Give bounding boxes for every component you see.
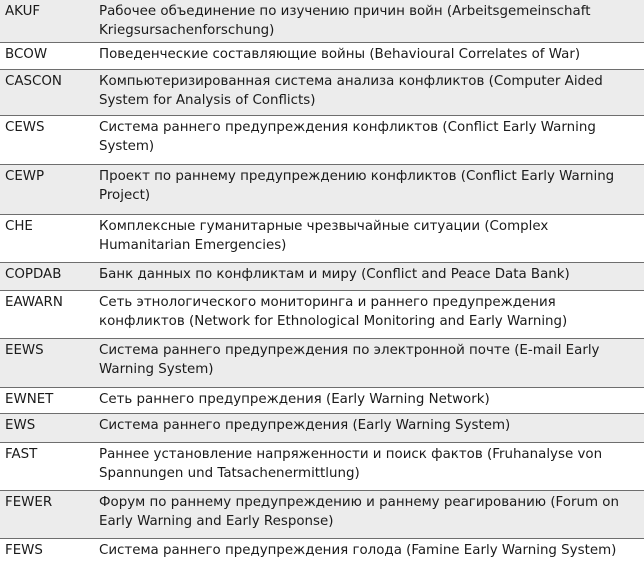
- abbreviation-cell: CEWP: [5, 169, 45, 184]
- definition-cell: Сеть раннего предупреждения (Early Warning Network): [99, 392, 490, 407]
- definition-cell: Форум по раннему предупреждению и раннему реагированию (Forum on Early Warning and Early Response): [99, 495, 619, 529]
- definition-cell: Поведенческие составляющие войны (Behavioural Correlates of War): [99, 47, 581, 62]
- definition-cell: Система раннего предупреждения (Early Warning System): [99, 418, 511, 433]
- abbreviation-cell: FEWS: [5, 543, 43, 558]
- table-row: [0, 70, 644, 116]
- table-row: [0, 165, 644, 215]
- definition-cell: Система раннего предупреждения конфликтов (Conflict Early Warning System): [99, 120, 596, 154]
- table-row: [0, 539, 644, 567]
- table-row: [0, 116, 644, 165]
- abbreviation-cell: EWS: [5, 418, 36, 433]
- table-row: [0, 0, 644, 43]
- definition-cell: Система раннего предупреждения по электронной почте (E-mail Early Warning System): [99, 343, 600, 377]
- abbreviation-cell: EAWARN: [5, 295, 63, 310]
- table-row: [0, 263, 644, 291]
- table-row: [0, 443, 644, 491]
- abbreviation-cell: FAST: [5, 447, 38, 462]
- definition-cell: Система раннего предупреждения голода (Famine Early Warning System): [99, 543, 617, 558]
- table-row: [0, 491, 644, 539]
- table-row: [0, 339, 644, 388]
- abbreviation-cell: CASCON: [5, 74, 62, 89]
- table-row: [0, 414, 644, 443]
- abbreviation-cell: EEWS: [5, 343, 44, 358]
- abbreviation-cell: CHE: [5, 219, 33, 234]
- definition-cell: Комплексные гуманитарные чрезвычайные ситуации (Complex Humanitarian Emergencies): [99, 219, 549, 253]
- abbreviation-cell: BCOW: [5, 47, 48, 62]
- definition-cell: Рабочее объединение по изучению причин войн (Arbeitsgemeinschaft Kriegsursachenforschung): [99, 4, 591, 38]
- definition-cell: Проект по раннему предупреждению конфликтов (Conflict Early Warning Project): [99, 169, 615, 203]
- definition-cell: Сеть этнологического мониторинга и раннего предупреждения конфликтов (Network for Ethnological Monitoring and Early Warning): [99, 295, 568, 329]
- abbreviation-cell: AKUF: [5, 4, 41, 19]
- table-row: [0, 388, 644, 414]
- abbreviation-cell: EWNET: [5, 392, 54, 407]
- abbreviation-cell: COPDAB: [5, 267, 62, 282]
- definition-cell: Компьютеризированная система анализа конфликтов (Computer Aided System for Analysis of Conflicts): [99, 74, 603, 108]
- definition-cell: Раннее установление напряженности и поиск фактов (Fruhanalyse von Spannungen und Tatsachenermittlung): [99, 447, 603, 481]
- table-row: [0, 43, 644, 70]
- table-row: [0, 291, 644, 339]
- abbreviation-cell: CEWS: [5, 120, 45, 135]
- abbreviation-cell: FEWER: [5, 495, 53, 510]
- definition-cell: Банк данных по конфликтам и миру (Conflict and Peace Data Bank): [99, 267, 570, 282]
- table-row: [0, 215, 644, 263]
